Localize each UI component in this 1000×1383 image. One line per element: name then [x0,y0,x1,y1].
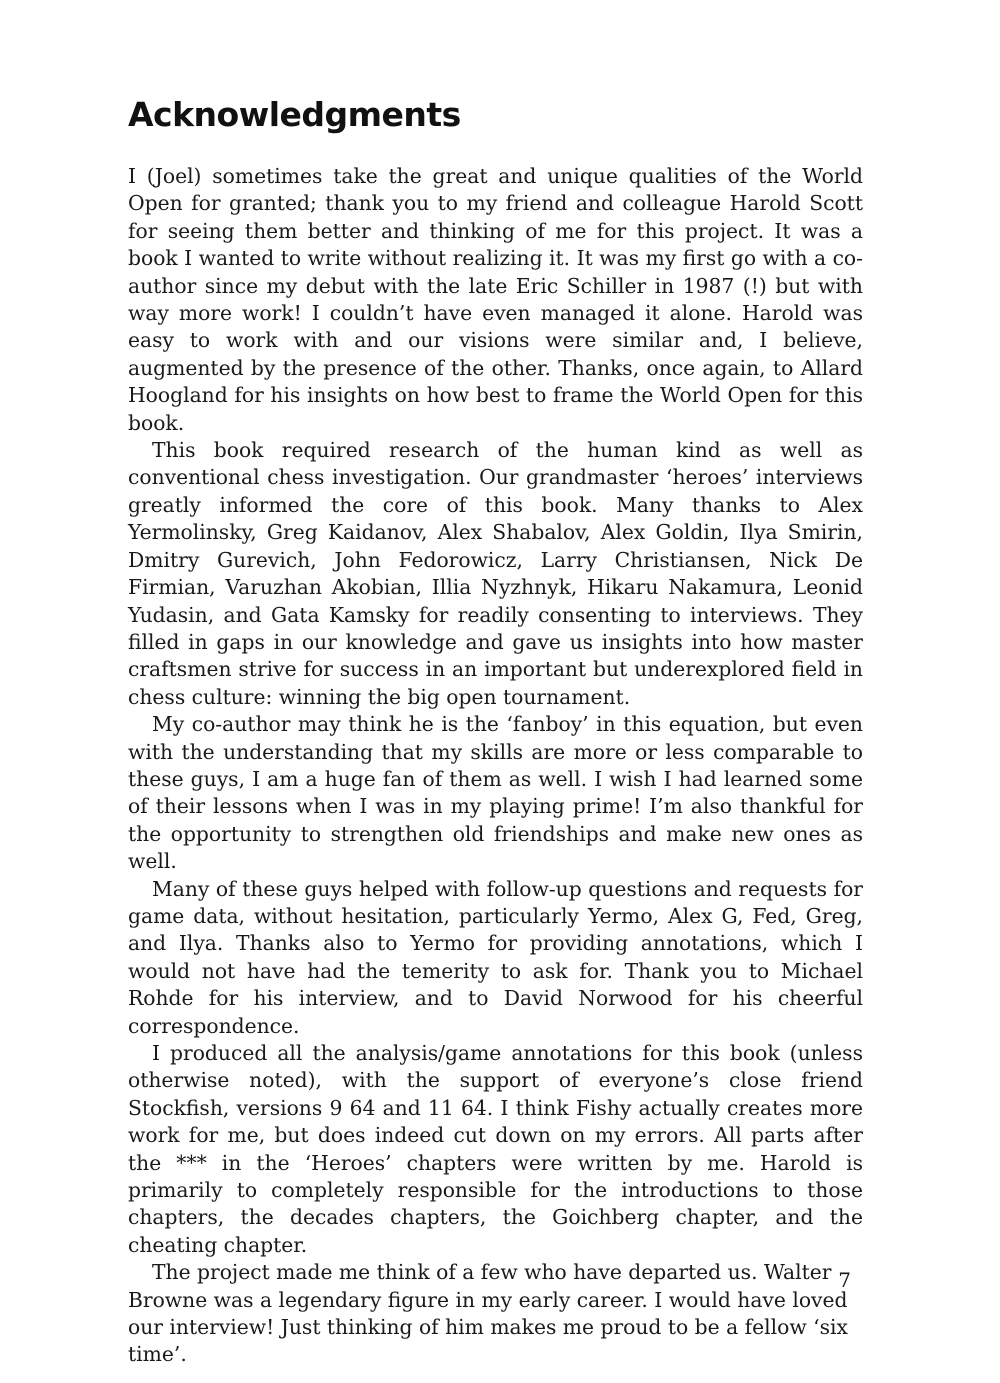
paragraph-3: My co-author may think he is the ‘fanboy’ in this equation, but even with the understanding that my skills are more or less comparable to these guys, I am a huge fan of them as well. I wish I had learned some of their lessons when I was in my playing prime! I’m also thankful for the opportunity to strengthen old friendships and make new ones as well. [128,712,863,874]
body-text [128,163,863,1369]
paragraph-1: I (Joel) sometimes take the great and unique qualities of the World Open for granted; thank you to my friend and colleague Harold Scott for seeing them better and thinking of me for this project. It was a book I wanted to write without realizing it. It was my first go with a co-author since my debut with the late Eric Schiller in 1987 (!) but with way more work! I couldn’t have even managed it alone. Harold was easy to work with and our visions were similar and, I believe, augmented by the presence of the other. Thanks, once again, to Allard Hoogland for his insights on how best to frame the World Open for this book. [128,164,863,435]
paragraph-6: The project made me think of a few who have departed us. Walter Browne was a legendary figure in my early career. I would have loved our interview! Just thinking of him makes me proud to be a fellow ‘six time’. [128,1260,848,1367]
page-title: Acknowledgments [128,95,461,134]
paragraph-2: This book required research of the human kind as well as conventional chess investigation. Our grandmaster ‘heroes’ interviews greatly informed the core of this book. Many thanks to Alex Yermolinsky, Greg Kaidanov, Alex Shabalov, Alex Goldin, Ilya Smirin, Dmitry Gurevich, John Fedorowicz, Larry Christiansen, Nick De Firmian, Varuzhan Akobian, Illia Nyzhnyk, Hikaru Nakamura, Leonid Yudasin, and Gata Kamsky for readily consenting to interviews. They filled in gaps in our knowledge and gave us insights into how master craftsmen strive for success in an important but underexplored field in chess culture: winning the big open tournament. [128,438,863,709]
paragraph-5: I produced all the analysis/game annotations for this book (unless otherwise noted), with the support of everyone’s close friend Stockfish, versions 9 64 and 11 64. I think Fishy actually creates more work for me, but does indeed cut down on my errors. All parts after the *** in the ‘Heroes’ chapters were written by me. Harold is primarily to completely responsible for the introductions to those chapters, the decades chapters, the Goichberg chapter, and the cheating chapter. [128,1041,863,1257]
page-number: 7 [838,1268,851,1292]
paragraph-4: Many of these guys helped with follow-up questions and requests for game data, without hesitation, particularly Yermo, Alex G, Fed, Greg, and Ilya. Thanks also to Yermo for providing annotations, which I would not have had the temerity to ask for. Thank you to Michael Rohde for his interview, and to David Norwood for his cheerful correspondence. [128,876,863,1038]
